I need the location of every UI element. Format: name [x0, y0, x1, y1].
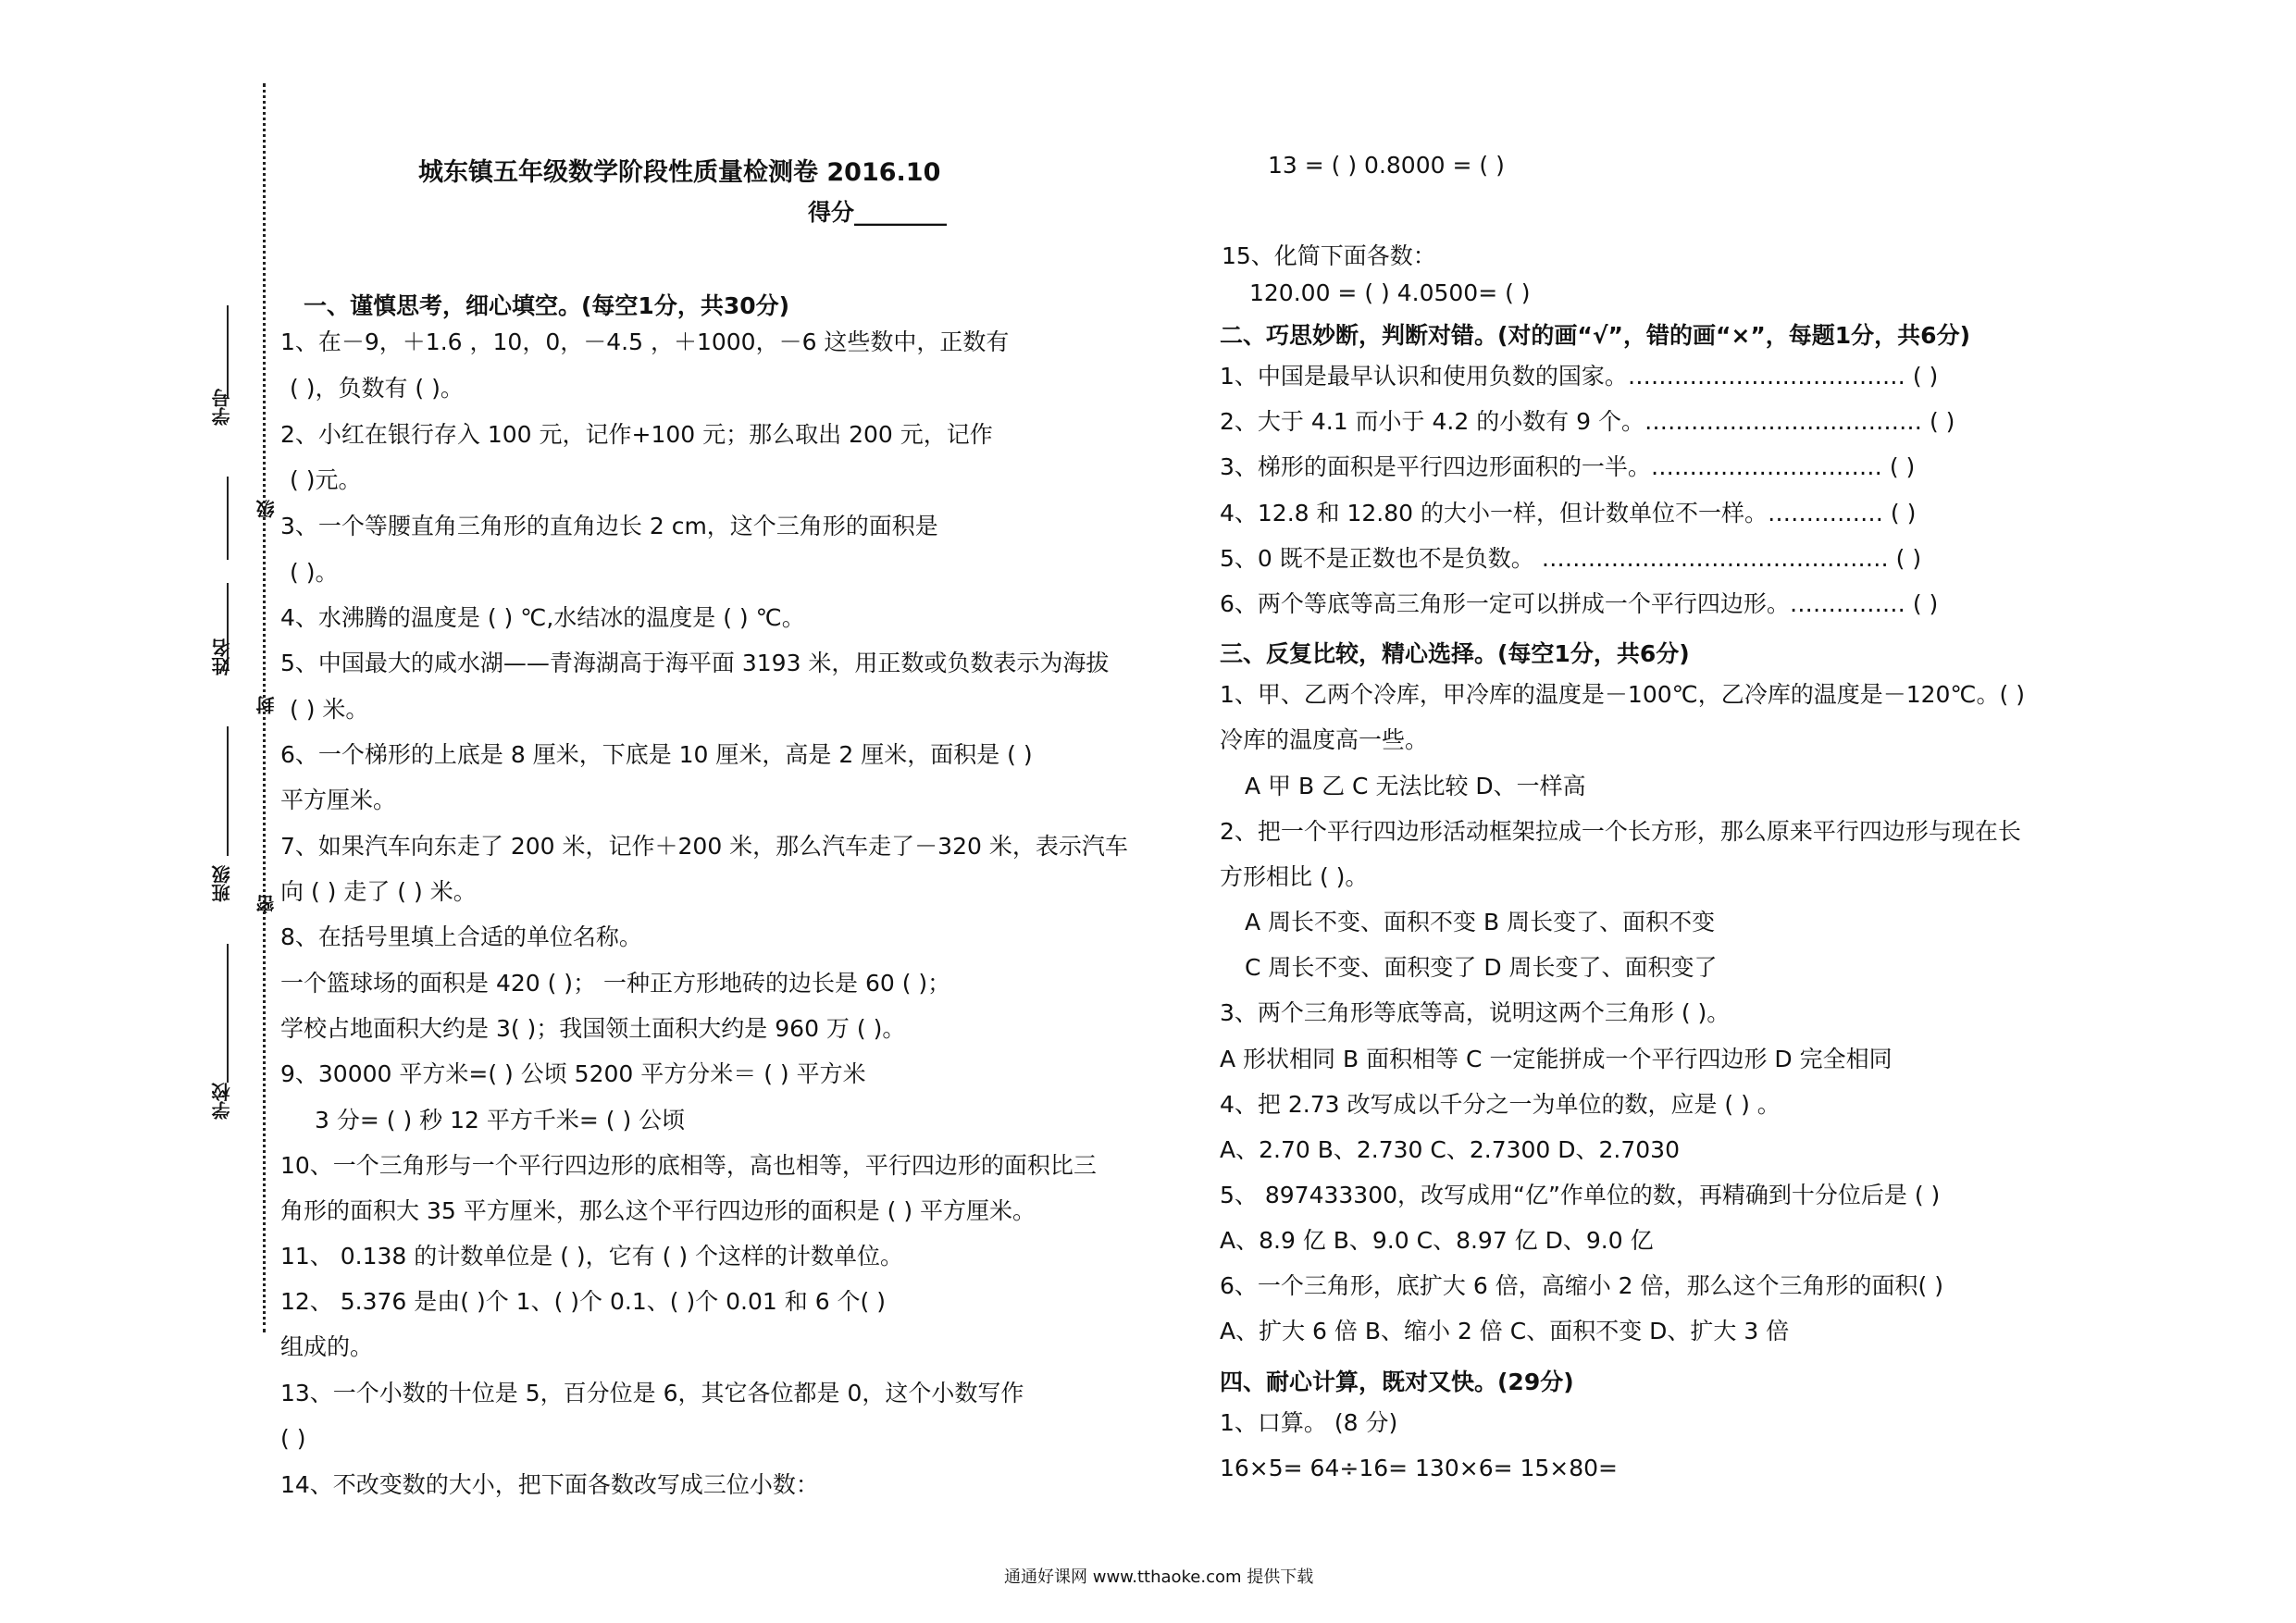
- question-3-line-1: 3、一个等腰直角三角形的直角边长 2 cm，这个三角形的面积是: [280, 513, 938, 539]
- question-12-line-2: 组成的。: [280, 1333, 374, 1360]
- page-title: 城东镇五年级数学阶段性质量检测卷 2016.10: [418, 158, 941, 187]
- judge-5: 5、0 既不是正数也不是负数。 ……………………………………… ( ): [1220, 545, 1922, 572]
- question-1-line-1: 1、在－9，＋1.6 ，10，0，－4.5 ，＋1000，－6 这些数中，正数有: [280, 328, 1010, 355]
- question-6-line-2: 平方厘米。: [280, 787, 397, 813]
- calc-1: 1、口算。 (8 分): [1220, 1409, 1398, 1436]
- student-id-label: 学号: [211, 389, 233, 426]
- choice-2-options-2: C 周长不变、面积变了 D 周长变了、面积变了: [1245, 954, 1718, 981]
- question-4: 4、水沸腾的温度是 ( ) ℃,水结冰的温度是 ( ) ℃。: [280, 604, 805, 631]
- school-label: 学校: [211, 1083, 233, 1120]
- student-id-underline: [227, 305, 229, 398]
- question-14: 14、不改变数的大小，把下面各数改写成三位小数：: [280, 1471, 819, 1498]
- binding-mark-mi: 密: [255, 895, 278, 913]
- question-15-items: 120.00 = ( ) 4.0500= ( ): [1249, 279, 1531, 306]
- judge-3: 3、梯形的面积是平行四边形面积的一半。………………………… ( ): [1220, 453, 1916, 480]
- class-underline: [227, 726, 229, 856]
- grade-underline: [227, 477, 229, 560]
- question-2-line-1: 2、小红在银行存入 100 元，记作+100 元；那么取出 200 元，记作: [280, 421, 993, 448]
- section-3-heading: 三、反复比较，精心选择。(每空1分，共6分): [1220, 640, 1690, 667]
- choice-1-line-2: 冷库的温度高一些。: [1220, 726, 1429, 753]
- question-7-line-2: 向 ( ) 走了 ( ) 米。: [280, 878, 477, 905]
- question-7-line-1: 7、如果汽车向东走了 200 米，记作＋200 米，那么汽车走了－320 米，表示汽车: [280, 833, 1128, 860]
- choice-5: 5、 897433300，改写成用“亿”作单位的数，再精确到十分位后是 ( ): [1220, 1182, 1941, 1208]
- question-15: 15、化简下面各数：: [1222, 242, 1436, 269]
- class-label: 班级: [211, 865, 233, 902]
- choice-5-options: A、8.9 亿 B、9.0 C、8.97 亿 D、9.0 亿: [1220, 1227, 1654, 1254]
- question-9-line-b: 3 分= ( ) 秒 12 平方千米= ( ) 公顷: [315, 1107, 686, 1134]
- question-13-line-2: ( ): [280, 1425, 306, 1452]
- question-8-line-a: 一个篮球场的面积是 420 ( )； 一种正方形地砖的边长是 60 ( )；: [280, 970, 951, 997]
- question-9-line-a: 9、30000 平方米=( ) 公顷 5200 平方分米＝ ( ) 平方米: [280, 1060, 866, 1087]
- choice-1-options: A 甲 B 乙 C 无法比较 D、一样高: [1245, 773, 1586, 799]
- footer-source: 通通好课网 www.tthaoke.com 提供下载: [1004, 1567, 1314, 1587]
- question-8: 8、在括号里填上合适的单位名称。: [280, 923, 642, 950]
- binding-mark-ji: 级: [255, 500, 278, 518]
- question-8-line-b: 学校占地面积大约是 3( )；我国领土面积大约是 960 万 ( )。: [280, 1015, 906, 1042]
- choice-3: 3、两个三角形等底等高，说明这两个三角形 ( )。: [1220, 999, 1731, 1026]
- binding-mark-feng: 封: [255, 696, 278, 714]
- choice-4-options: A、2.70 B、2.730 C、2.7300 D、2.7030: [1220, 1136, 1680, 1163]
- question-10-line-2: 角形的面积大 35 平方厘米，那么这个平行四边形的面积是 ( ) 平方厘米。: [280, 1197, 1036, 1224]
- question-5-line-2: ( ) 米。: [290, 696, 369, 723]
- calc-1-items: 16×5= 64÷16= 130×6= 15×80=: [1220, 1455, 1619, 1481]
- choice-4: 4、把 2.73 改写成以千分之一为单位的数，应是 ( ) 。: [1220, 1091, 1781, 1118]
- choice-2-line-1: 2、把一个平行四边形活动框架拉成一个长方形，那么原来平行四边形与现在长: [1220, 818, 2021, 845]
- judge-1: 1、中国是最早认识和使用负数的国家。……………………………… ( ): [1220, 363, 1939, 390]
- name-label: 姓名: [211, 638, 233, 675]
- question-14-items: 13 = ( ) 0.8000 = ( ): [1268, 152, 1505, 179]
- question-1-line-2: ( )，负数有 ( )。: [290, 375, 464, 402]
- section-4-heading: 四、耐心计算，既对又快。(29分): [1220, 1369, 1574, 1395]
- question-10-line-1: 10、一个三角形与一个平行四边形的底相等，高也相等，平行四边形的面积比三: [280, 1152, 1097, 1179]
- school-underline: [227, 944, 229, 1083]
- choice-2-line-2: 方形相比 ( )。: [1220, 863, 1369, 890]
- score-field: 得分________: [808, 199, 948, 226]
- question-2-line-2: ( )元。: [290, 466, 362, 493]
- question-3-line-2: ( )。: [290, 559, 339, 586]
- judge-2: 2、大于 4.1 而小于 4.2 的小数有 9 个。……………………………… ( ): [1220, 408, 1955, 435]
- choice-6-options: A、扩大 6 倍 B、缩小 2 倍 C、面积不变 D、扩大 3 倍: [1220, 1318, 1790, 1344]
- section-2-heading: 二、巧思妙断，判断对错。(对的画“√”，错的画“×”，每题1分，共6分): [1220, 322, 1970, 349]
- question-12-line-1: 12、 5.376 是由( )个 1、( )个 0.1、( )个 0.01 和 6 个( ): [280, 1288, 887, 1315]
- question-6-line-1: 6、一个梯形的上底是 8 厘米，下底是 10 厘米，高是 2 厘米，面积是 ( ): [280, 741, 1033, 768]
- choice-3-options: A 形状相同 B 面积相等 C 一定能拼成一个平行四边形 D 完全相同: [1220, 1046, 1893, 1072]
- question-13-line-1: 13、一个小数的十位是 5，百分位是 6，其它各位都是 0，这个小数写作: [280, 1380, 1024, 1406]
- judge-4: 4、12.8 和 12.80 的大小一样，但计数单位不一样。…………… ( ): [1220, 500, 1917, 527]
- choice-2-options-1: A 周长不变、面积不变 B 周长变了、面积不变: [1245, 909, 1716, 935]
- choice-6: 6、一个三角形，底扩大 6 倍，高缩小 2 倍，那么这个三角形的面积( ): [1220, 1272, 1943, 1299]
- choice-1-line-1: 1、甲、乙两个冷库，甲冷库的温度是－100℃，乙冷库的温度是－120℃。( ): [1220, 681, 2025, 708]
- question-5-line-1: 5、中国最大的咸水湖——青海湖高于海平面 3193 米，用正数或负数表示为海拔: [280, 650, 1110, 676]
- question-11: 11、 0.138 的计数单位是 ( )，它有 ( ) 个这样的计数单位。: [280, 1243, 904, 1270]
- judge-6: 6、两个等底等高三角形一定可以拼成一个平行四边形。…………… ( ): [1220, 590, 1939, 617]
- section-1-heading: 一、谨慎思考，细心填空。(每空1分，共30分): [304, 292, 790, 319]
